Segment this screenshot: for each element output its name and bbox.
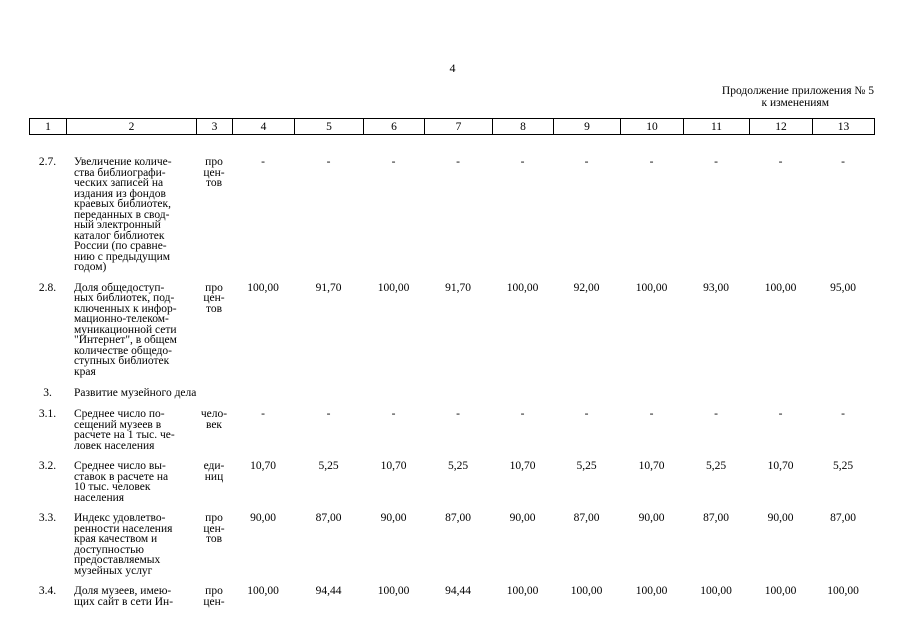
unit-line: про: [205, 156, 223, 168]
value-cell: 94,44: [445, 585, 471, 597]
table-row: [29, 157, 874, 273]
value-cell: -: [456, 156, 460, 168]
header-cell: 2: [67, 119, 197, 135]
indicator-name-line: расчете на 1 тыс. че-: [74, 429, 175, 441]
indicator-name-line: Индекс удовлетво-: [74, 512, 166, 524]
value-cell: -: [778, 408, 783, 420]
header-cell: 8: [493, 119, 554, 135]
value-cell: 94,44: [315, 585, 342, 597]
unit-line: чело-: [200, 408, 228, 420]
unit: [196, 283, 232, 378]
value-cell: 5,25: [832, 460, 854, 472]
value-cell: 5,25: [318, 460, 339, 472]
indicator-name-line: мационно-телеком-: [74, 313, 169, 325]
value-cell: -: [520, 408, 525, 420]
header-cell: 13: [813, 119, 875, 135]
unit-line: цен-: [203, 292, 225, 304]
value-cell: -: [841, 408, 845, 420]
indicator-rows: [29, 157, 874, 617]
value-cell: 5,25: [576, 460, 597, 472]
indicator-name-line: годом): [74, 261, 107, 273]
value-cell: 90,00: [250, 512, 276, 524]
unit-line: цен-: [203, 522, 225, 535]
value-cell: 10,70: [380, 460, 407, 472]
value-cell: -: [261, 156, 265, 168]
value-cell: -: [261, 408, 265, 420]
indicator-name-line: ства библиографи-: [74, 166, 166, 179]
indicator-name-line: ный электронный: [74, 219, 161, 231]
row-number: 3.2.: [38, 460, 57, 472]
header-cell: 11: [684, 119, 750, 135]
unit-line: цен-: [203, 595, 225, 608]
indicator-name-line: населения: [74, 491, 125, 504]
header-cell: 7: [425, 119, 493, 135]
value-cell: -: [584, 408, 589, 420]
value-cell: 5,25: [447, 460, 469, 472]
value-cell: 100,00: [506, 585, 539, 597]
header-row: [30, 119, 875, 135]
indicator-name-line: муникационной сети: [74, 323, 177, 336]
indicator-name-line: края качеством и: [74, 533, 158, 545]
table-row: [29, 409, 874, 451]
value-cell: 87,00: [315, 512, 342, 524]
value-cell: 90,00: [638, 512, 665, 524]
indicator-name-line: краевых библиотек,: [74, 198, 171, 210]
unit: [196, 157, 232, 273]
indicator-name: [66, 586, 196, 607]
indicator-name-line: ставок в расчете на: [74, 470, 169, 483]
indicator-name-line: Среднее число вы-: [74, 460, 166, 472]
indicator-name: [66, 409, 196, 451]
value-cell: 100,00: [247, 281, 279, 294]
unit-line: цен-: [203, 166, 225, 179]
value-cell: -: [391, 156, 396, 168]
value-cell: 100,00: [377, 585, 410, 597]
indicator-name-line: края: [74, 365, 96, 378]
value-cell: 87,00: [703, 512, 729, 524]
indicator-name: [66, 157, 196, 273]
continuation-note: [674, 85, 874, 109]
continuation-line-2: к изменениям: [761, 97, 829, 109]
indicator-name-line: количестве общедо-: [74, 344, 172, 357]
indicator-name-line: Увеличение количе-: [74, 156, 172, 168]
value-cell: -: [778, 156, 783, 168]
value-cell: 10,70: [250, 460, 276, 472]
value-cell: 91,70: [315, 281, 342, 294]
indicator-name-line: предоставляемых: [74, 554, 161, 566]
value-cell: 100,00: [247, 585, 279, 597]
value-cell: -: [714, 408, 718, 420]
value-cell: 10,70: [509, 460, 536, 472]
value-cell: 91,70: [445, 281, 471, 294]
unit-line: тов: [205, 302, 223, 315]
indicator-name-line: Доля музеев, имею-: [74, 585, 172, 597]
indicator-name-line: каталог библиотек: [74, 229, 165, 242]
indicator-name-line: сещений музеев в: [74, 418, 162, 431]
value-cell: 92,00: [573, 281, 600, 294]
value-cell: 100,00: [827, 585, 859, 597]
value-cell: 90,00: [380, 512, 407, 524]
value-cell: -: [714, 156, 718, 168]
value-cell: -: [584, 156, 589, 168]
value-cell: 87,00: [573, 512, 600, 524]
indicator-name-line: ключенных к инфор-: [74, 302, 177, 315]
indicator-name: [66, 513, 196, 576]
value-cell: 100,00: [700, 585, 732, 597]
column-header-table: [29, 118, 875, 135]
unit-line: про: [205, 281, 223, 294]
value-cell: -: [520, 156, 525, 168]
indicator-name: [66, 461, 196, 503]
page-number: 4: [449, 61, 456, 75]
indicator-name-line: нию с предыдущим: [74, 250, 171, 263]
header-cell: 5: [295, 119, 364, 135]
row-number: 3.4.: [38, 585, 57, 597]
unit-line: про: [205, 512, 223, 524]
value-cell: 95,00: [830, 281, 856, 294]
indicator-name-line: ренности населения: [74, 522, 173, 535]
value-cell: 100,00: [506, 281, 539, 294]
value-cell: 100,00: [377, 281, 410, 294]
unit-line: век: [205, 418, 223, 431]
indicator-name: [66, 283, 196, 378]
value-cell: 10,70: [767, 460, 794, 472]
value-cell: -: [326, 408, 331, 420]
indicator-name-line: ловек населения: [74, 439, 155, 452]
indicator-name-line: Доля общедоступ-: [74, 281, 165, 294]
unit-line: ниц: [204, 470, 224, 483]
value-cell: 93,00: [703, 281, 729, 294]
table-row: [29, 513, 874, 576]
indicator-name-line: доступностью: [74, 543, 144, 556]
value-cell: 10,70: [638, 460, 665, 472]
unit: [196, 513, 232, 576]
row-number: 3.3.: [38, 512, 57, 524]
header-cell: 10: [621, 119, 684, 135]
value-cell: -: [391, 408, 396, 420]
header-cell: 9: [554, 119, 621, 135]
indicator-name-line: "Интернет", в общем: [74, 334, 177, 346]
indicator-name-line: издания из фондов: [74, 187, 166, 200]
value-cell: 90,00: [509, 512, 536, 524]
continuation-line-1: Продолжение приложения № 5: [721, 85, 874, 97]
unit-line: еди-: [203, 460, 225, 472]
section-number: 3.: [43, 387, 52, 399]
indicator-name-line: 10 тыс. человек: [74, 481, 151, 493]
row-number: 2.7.: [38, 156, 57, 168]
header-cell: 6: [364, 119, 425, 135]
row-number: 2.8.: [38, 281, 57, 294]
value-cell: -: [326, 156, 331, 168]
indicator-name-line: России (по сравне-: [74, 240, 167, 252]
unit: [196, 409, 232, 451]
unit-line: про: [205, 585, 223, 597]
value-cell: 100,00: [635, 585, 668, 597]
indicator-name-line: ных библиотек, под-: [74, 292, 175, 304]
section-row: [29, 387, 874, 399]
table-row: [29, 461, 874, 503]
value-cell: 100,00: [570, 585, 603, 597]
unit: [196, 586, 232, 607]
indicator-name-line: переданных в свод-: [74, 208, 170, 221]
unit-line: тов: [205, 177, 223, 189]
indicator-name-line: ступных библиотек: [74, 355, 170, 367]
row-number: 3.1.: [38, 408, 57, 420]
indicator-name-line: Среднее число по-: [74, 408, 165, 420]
value-cell: 100,00: [764, 281, 797, 294]
indicator-name-line: щих сайт в сети Ин-: [74, 595, 174, 608]
section-title: Развитие музейного дела: [74, 387, 197, 399]
value-cell: 87,00: [830, 512, 856, 524]
table-row: [29, 586, 874, 607]
value-cell: 100,00: [635, 281, 668, 294]
table-row: [29, 283, 874, 378]
header-cell: 12: [750, 119, 813, 135]
value-cell: 5,25: [705, 460, 727, 472]
value-cell: -: [649, 408, 654, 420]
header-cell: 1: [30, 119, 67, 135]
indicator-name-line: музейных услуг: [74, 564, 153, 577]
value-cell: -: [456, 408, 460, 420]
header-cell: 3: [197, 119, 233, 135]
value-cell: -: [841, 156, 845, 168]
value-cell: 90,00: [767, 512, 794, 524]
value-cell: -: [649, 156, 654, 168]
indicator-name-line: ческих записей на: [74, 177, 164, 189]
unit-line: тов: [205, 533, 223, 545]
value-cell: 87,00: [445, 512, 471, 524]
unit: [196, 461, 232, 503]
value-cell: 100,00: [764, 585, 797, 597]
header-cell: 4: [233, 119, 295, 135]
